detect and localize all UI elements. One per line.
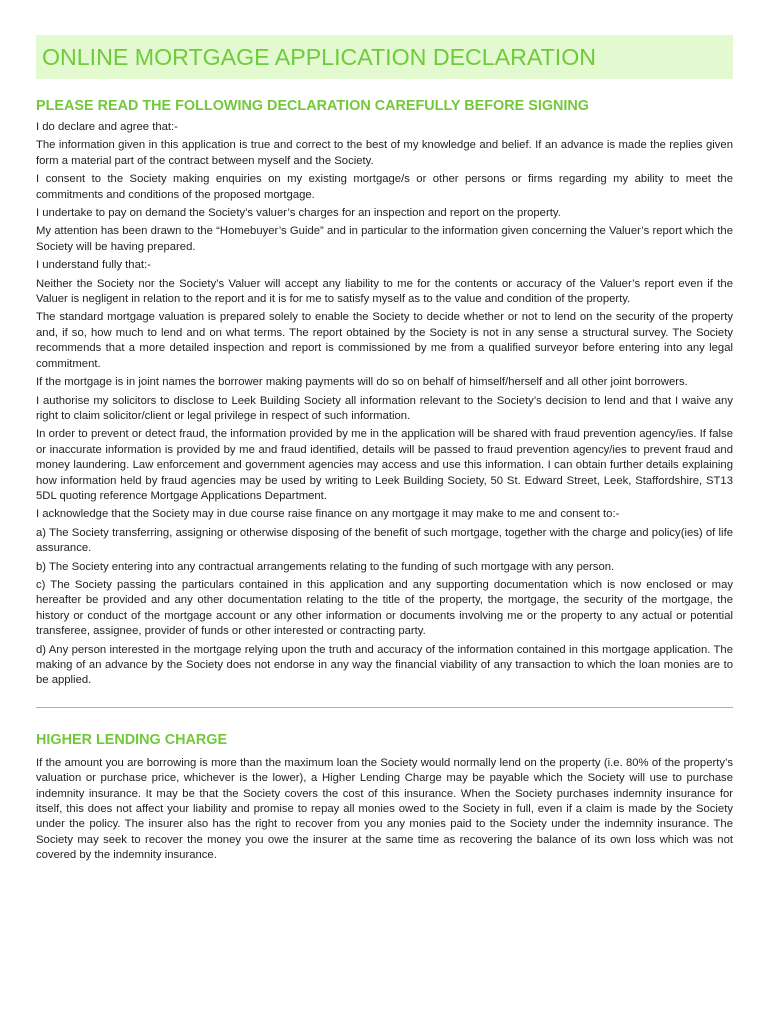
declaration-paragraph: I undertake to pay on demand the Society’s valuer’s charges for an inspection and report on the property. <box>36 207 561 220</box>
higher-lending-charge-paragraph: If the amount you are borrowing is more than the maximum loan the Society would normally lend on the property (i.e. 80% of the property’s valuation or purchase price, whichever is the lower), a Higher Lending Charge may be payable which the Society will use to purchase indemnity insurance. It may be that the Society covers the cost of this insurance. When the Society purchases indemnity insurance for itself, this does not affect your liability and promise to repay all monies owed to the Society in full, even if a claim is made by the Society under the policy. The insurer also has the right to recover from you any monies paid to the Society under the indemnity insurance. The Society may seek to recover the money you owe the insurer at the same time as recovering the balance of its own loss which was not covered by the indemnity insurance. <box>36 756 733 862</box>
declaration-paragraph: I understand fully that:- <box>36 259 151 272</box>
declaration-paragraph: The information given in this application is true and correct to the best of my knowledge and belief. If an advance is made the replies given form a material part of the contract between myself and the Society. <box>36 139 733 167</box>
declaration-paragraph: If the mortgage is in joint names the borrower making payments will do so on behalf of himself/herself and all other joint borrowers. <box>36 376 688 389</box>
declaration-document <box>36 0 733 864</box>
declaration-paragraph: I acknowledge that the Society may in due course raise finance on any mortgage it may make to me and consent to:- <box>36 508 620 521</box>
declaration-paragraph: In order to prevent or detect fraud, the information provided by me in the application will be shared with fraud prevention agency/ies. If false or inaccurate information is provided by me and fraud identified, details will be passed to fraud prevention agency/ies to prevent fraud and money laundering. Law enforcement and government agencies may access and use this information. I can obtain further details explaining how information held by fraud agencies may be used by writing to Leek Building Society, 50 St. Edward Street, Leek, Staffordshire, ST13 5DL quoting reference Mortgage Applications Department. <box>36 428 733 502</box>
declaration-paragraph: The standard mortgage valuation is prepared solely to enable the Society to decide whether or not to lend on the security of the property and, if so, how much to lend and on what terms. The report obtained by the Society is not in any sense a structural survey. The Society recommends that a more detailed inspection and report is commissioned by me from a qualified surveyor before entering into any legal commitment. <box>36 311 733 370</box>
declaration-paragraph: My attention has been drawn to the “Homebuyer’s Guide” and in particular to the information given concerning the Valuer’s report which the Society will be having prepared. <box>36 225 733 253</box>
declaration-paragraph: I authorise my solicitors to disclose to Leek Building Society all information relevant to the Society’s decision to lend and that I waive any right to claim solicitor/client or legal privilege in respect of such information. <box>36 394 733 422</box>
declaration-heading: PLEASE READ THE FOLLOWING DECLARATION CAREFULLY BEFORE SIGNING <box>36 98 589 114</box>
declaration-paragraph: a) The Society transferring, assigning or otherwise disposing of the benefit of such mortgage, together with the charge and policy(ies) of life assurance. <box>36 526 733 555</box>
higher-lending-charge-heading: HIGHER LENDING CHARGE <box>36 731 228 748</box>
higher-lending-charge-body <box>36 756 733 864</box>
declaration-paragraph: I consent to the Society making enquiries on my existing mortgage/s or other persons or firms regarding my ability to meet the commitments and conditions of the proposed mortgage. <box>36 173 733 201</box>
declaration-paragraph: Neither the Society nor the Society’s Valuer will accept any liability to me for the contents or accuracy of the Valuer’s report even if the Valuer is negligent in relation to the report and it is for me to satisfy myself as to the value and condition of the property. <box>36 277 733 306</box>
declaration-paragraph: c) The Society passing the particulars contained in this application and any supporting documentation which is now enclosed or may hereafter be provided and any other documentation relating to the title of the property, the mortgage, the security of the mortgage, the history or conduct of the mortgage account or any other information or documents involving me or the property to any actual or potential transferee, assignee, provider of funds or other interested or contracting party. <box>36 578 733 638</box>
title-banner <box>36 35 733 79</box>
declaration-paragraph: b) The Society entering into any contractual arrangements relating to the funding of such mortgage with any person. <box>36 560 615 573</box>
declaration-paragraph: d) Any person interested in the mortgage relying upon the truth and accuracy of the information contained in this mortgage application. The making of an advance by the Society does not endorse in any way the financial viability of any transaction to which the loan monies are to be applied. <box>36 643 733 687</box>
page-title: ONLINE MORTGAGE APPLICATION DECLARATION <box>42 43 597 70</box>
section-divider <box>36 707 733 708</box>
declaration-paragraph: I do declare and agree that:- <box>36 121 178 133</box>
declaration-body <box>36 120 733 689</box>
